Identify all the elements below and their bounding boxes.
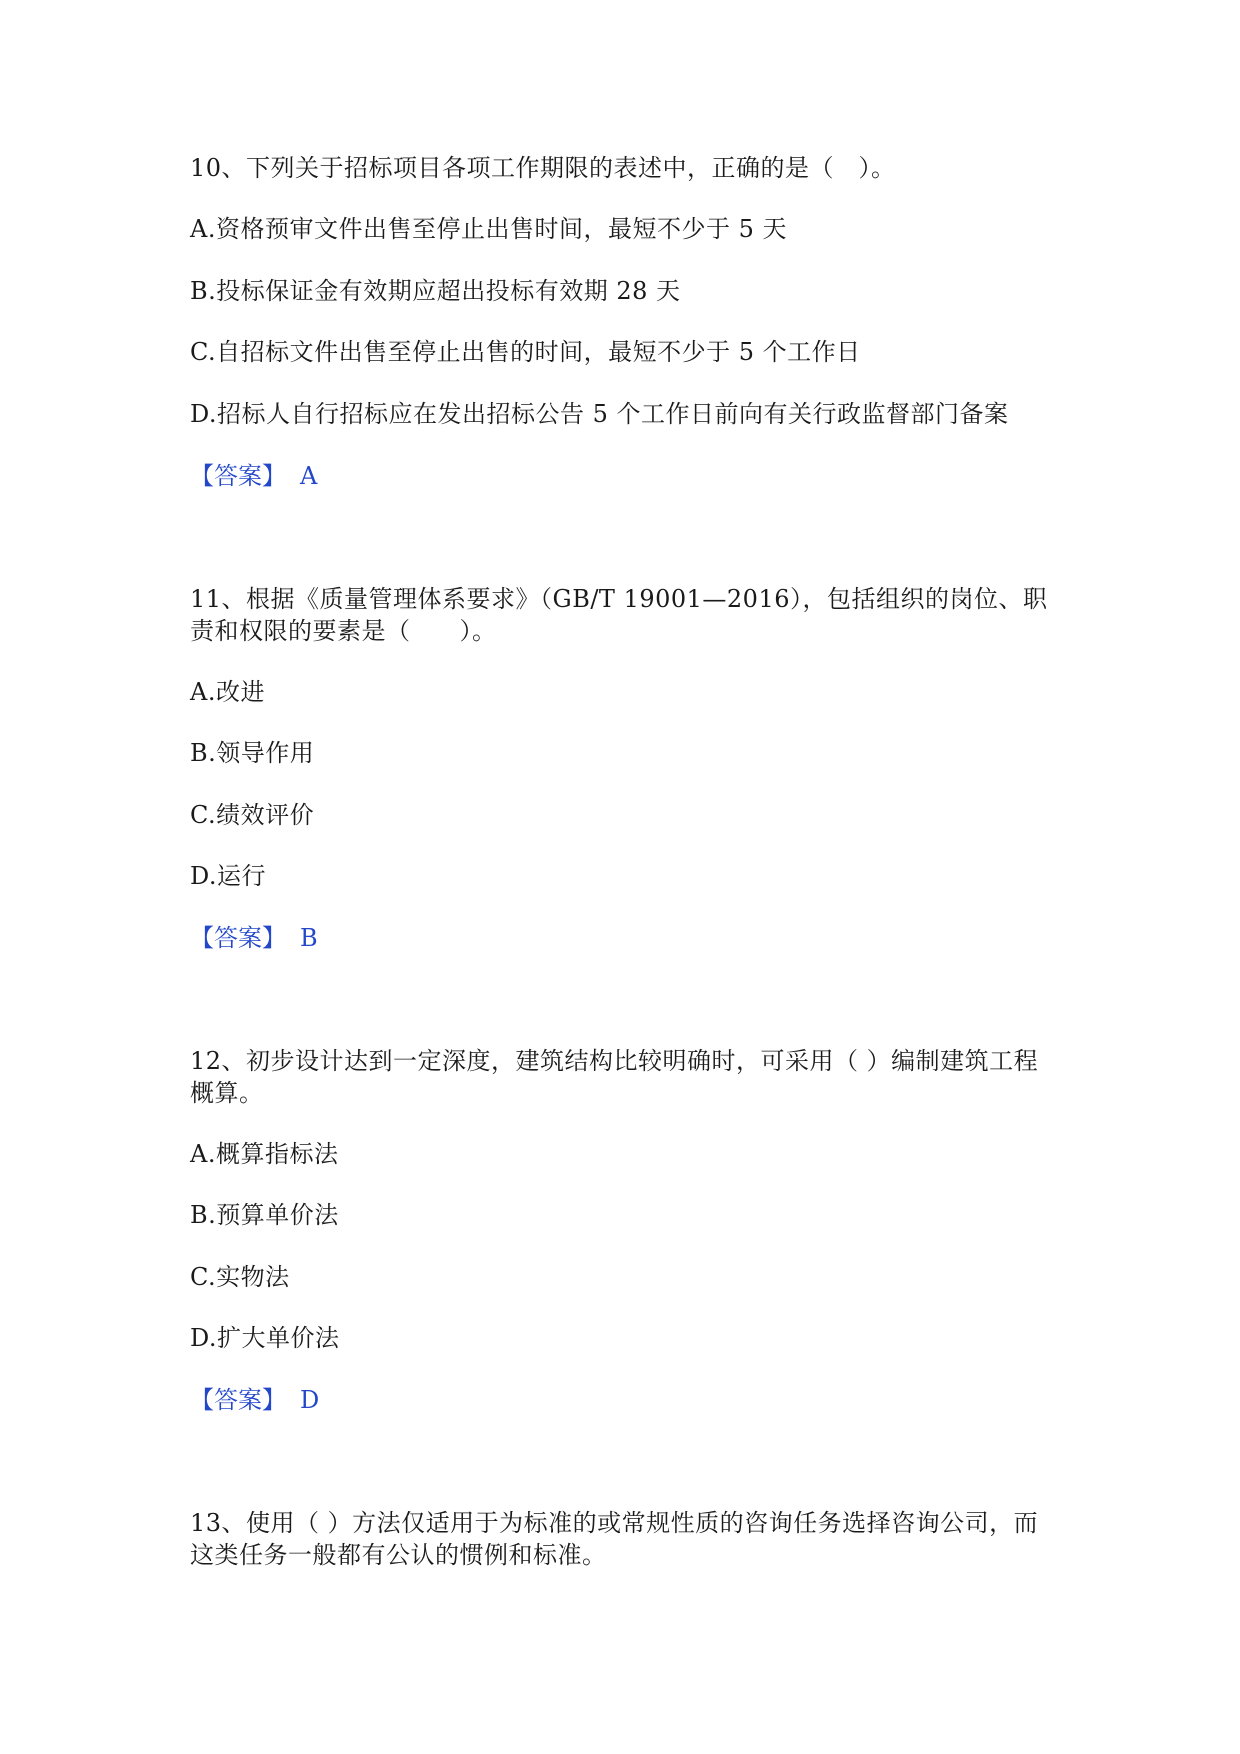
- option-b: B.预算单价法: [190, 1201, 339, 1229]
- answer-label: 【答案】: [190, 924, 286, 952]
- question-stem-line-1: 13、使用（ ）方法仅适用于为标准的或常规性质的咨询任务选择咨询公司，而: [190, 1509, 1039, 1537]
- option-c: C.自招标文件出售至停止出售的时间，最短不少于 5 个工作日: [190, 338, 861, 366]
- option-c: C.实物法: [190, 1263, 290, 1291]
- question-stem-line-1: 12、初步设计达到一定深度，建筑结构比较明确时，可采用（ ）编制建筑工程: [190, 1047, 1039, 1075]
- option-a: A.资格预审文件出售至停止出售时间，最短不少于 5 天: [190, 215, 787, 243]
- question-stem-line-2: 这类任务一般都有公认的惯例和标准。: [190, 1541, 607, 1569]
- answer-row: [190, 461, 317, 491]
- answer-value: B: [300, 924, 318, 952]
- answer-label: 【答案】: [190, 462, 286, 490]
- question-stem-line-2: 概算。: [190, 1079, 264, 1107]
- answer-value: A: [300, 462, 318, 490]
- option-d: D.招标人自行招标应在发出招标公告 5 个工作日前向有关行政监督部门备案: [190, 400, 1009, 428]
- option-d: D.扩大单价法: [190, 1324, 340, 1352]
- option-b: B.领导作用: [190, 739, 315, 767]
- option-c: C.绩效评价: [190, 801, 315, 829]
- answer-label: 【答案】: [190, 1386, 286, 1414]
- option-d: D.运行: [190, 862, 267, 890]
- option-b: B.投标保证金有效期应超出投标有效期 28 天: [190, 277, 681, 305]
- answer-value: D: [300, 1386, 320, 1414]
- question-stem-line-1: 11、根据《质量管理体系要求》（GB/T 19001—2016），包括组织的岗位、职: [190, 585, 1048, 613]
- option-a: A.改进: [190, 678, 265, 706]
- answer-row: [190, 923, 318, 953]
- question-stem: 10、下列关于招标项目各项工作期限的表述中，正确的是（ ）。: [190, 154, 896, 182]
- answer-row: [190, 1385, 319, 1415]
- option-a: A.概算指标法: [190, 1140, 339, 1168]
- question-stem-line-2: 责和权限的要素是（ ）。: [190, 617, 497, 645]
